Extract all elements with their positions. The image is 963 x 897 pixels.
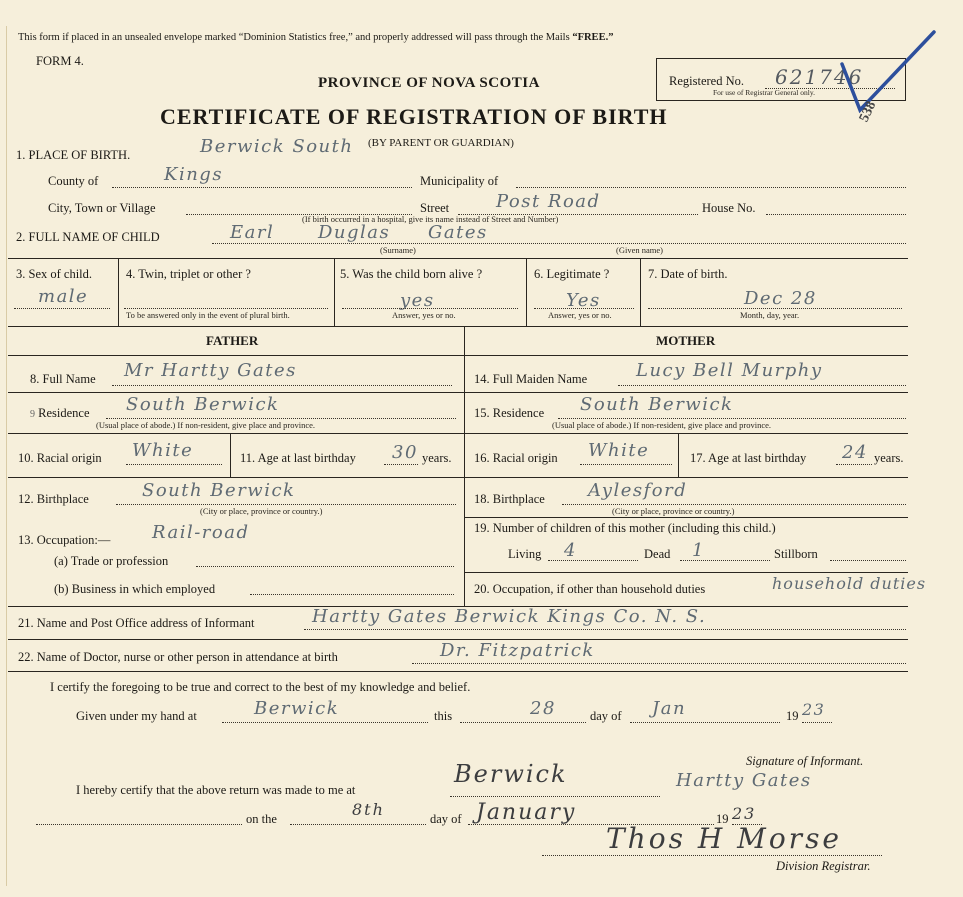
surname-caption: (Surname) bbox=[380, 245, 416, 255]
mother-age-label: 17. Age at last birthday bbox=[690, 451, 807, 465]
informant-line bbox=[304, 629, 906, 630]
row3-divider-2 bbox=[334, 258, 335, 326]
doctor-line bbox=[412, 663, 906, 664]
registrar-day-value: 8th bbox=[352, 800, 385, 819]
father-name-value: Mr Hartty Gates bbox=[124, 360, 297, 381]
informant-signature: Hartty Gates bbox=[676, 770, 812, 791]
municipality-line bbox=[516, 187, 906, 188]
father-occupation-label: 13. Occupation:— bbox=[18, 533, 111, 547]
mother-name-line bbox=[618, 385, 906, 386]
row10-rule bbox=[8, 477, 908, 478]
postal-note bbox=[18, 32, 613, 43]
mother-birthplace-note: (City or place, province or country.) bbox=[612, 506, 735, 516]
father-residence-line bbox=[106, 418, 456, 419]
twin-note: To be answered only in the event of plural birth. bbox=[126, 310, 290, 320]
certificate-subtitle: (BY PARENT OR GUARDIAN) bbox=[368, 137, 514, 149]
legitimate-value: Yes bbox=[566, 290, 601, 311]
registrar-place-line bbox=[450, 796, 660, 797]
father-residence-note: (Usual place of abode.) If non-resident, give place and province. bbox=[96, 420, 316, 430]
registrar-day-of-label: day of bbox=[430, 812, 462, 826]
born-alive-note: Answer, yes or no. bbox=[392, 310, 456, 320]
father-birthplace-line bbox=[116, 504, 456, 505]
place-of-birth-value: Berwick South bbox=[200, 136, 354, 157]
dead-label: Dead bbox=[644, 547, 671, 561]
born-alive-line bbox=[342, 308, 518, 309]
father-race-value: White bbox=[132, 440, 194, 461]
given-day-of-label: day of bbox=[590, 709, 622, 723]
father-name-label: 8. Full Name bbox=[30, 372, 96, 386]
mother-residence-value: South Berwick bbox=[580, 394, 734, 415]
mother-years: years. bbox=[874, 451, 904, 465]
postal-free-text: “FREE.” bbox=[572, 32, 614, 43]
date-of-birth-label: 7. Date of birth. bbox=[648, 267, 728, 281]
child-surname-value: Gates bbox=[428, 222, 488, 243]
mother-occupation-value: household duties bbox=[772, 574, 927, 593]
father-age-label: 11. Age at last birthday bbox=[240, 451, 356, 465]
child-given-value: Earl bbox=[230, 222, 275, 243]
child-middle-value: Duglas bbox=[318, 222, 391, 243]
registrar-year-prefix: 19 bbox=[716, 812, 729, 826]
mother-name-label: 14. Full Maiden Name bbox=[474, 372, 588, 386]
city-label: City, Town or Village bbox=[48, 201, 156, 215]
parents-divider bbox=[464, 326, 465, 606]
given-year-line bbox=[802, 722, 832, 723]
father-business-line bbox=[250, 594, 454, 595]
informant-label: 21. Name and Post Office address of Informant bbox=[18, 616, 255, 630]
province-title: PROVINCE OF NOVA SCOTIA bbox=[318, 75, 540, 91]
municipality-label: Municipality of bbox=[420, 174, 499, 188]
mother-residence-label: 15. Residence bbox=[474, 406, 545, 420]
given-month-value: Jan bbox=[652, 698, 687, 719]
certificate-title: CERTIFICATE OF REGISTRATION OF BIRTH bbox=[160, 104, 668, 129]
mother-occupation-label: 20. Occupation, if other than household duties bbox=[474, 582, 706, 596]
registered-label: Registered No. bbox=[669, 74, 744, 88]
father-birthplace-value: South Berwick bbox=[142, 480, 296, 501]
registrar-month-value: January bbox=[476, 800, 577, 825]
registrar-note: For use of Registrar General only. bbox=[713, 88, 815, 97]
form-number: FORM 4. bbox=[36, 54, 84, 68]
child-name-label: 2. FULL NAME OF CHILD bbox=[16, 230, 160, 244]
legitimate-note: Answer, yes or no. bbox=[548, 310, 612, 320]
living-label: Living bbox=[508, 547, 542, 561]
date-of-birth-value: Dec 28 bbox=[744, 288, 817, 309]
given-year-prefix: 19 bbox=[786, 709, 799, 723]
row3-divider-3 bbox=[526, 258, 527, 326]
father-race-age-divider bbox=[230, 433, 231, 477]
hospital-note: (If birth occurred in a hospital, give its name instead of Street and Number) bbox=[302, 214, 559, 224]
mother-birthplace-label: 18. Birthplace bbox=[474, 492, 545, 506]
mother-race-age-divider bbox=[678, 433, 679, 477]
father-heading: FATHER bbox=[206, 333, 259, 348]
street-label: Street bbox=[420, 201, 450, 215]
blue-checkmark-icon bbox=[830, 28, 940, 138]
row18-rule bbox=[464, 517, 908, 518]
father-residence-value: South Berwick bbox=[126, 394, 280, 415]
row3-divider-4 bbox=[640, 258, 641, 326]
registered-value: 621746 bbox=[775, 65, 864, 89]
given-name-caption: (Given name) bbox=[616, 245, 663, 255]
dead-value: 1 bbox=[692, 540, 705, 561]
mother-heading: MOTHER bbox=[656, 333, 716, 348]
given-place-line bbox=[222, 722, 428, 723]
corner-stamp: 538 bbox=[856, 99, 880, 125]
parents-header-rule bbox=[8, 355, 908, 356]
registrar-blank-line bbox=[36, 824, 242, 825]
row3-top-rule bbox=[8, 258, 908, 259]
row8-rule bbox=[8, 392, 908, 393]
doctor-label: 22. Name of Doctor, nurse or other person in attendance at birth bbox=[18, 650, 338, 664]
mother-name-value: Lucy Bell Murphy bbox=[636, 360, 823, 381]
street-value: Post Road bbox=[496, 191, 601, 212]
mother-birthplace-line bbox=[562, 504, 906, 505]
mother-children-label: 19. Number of children of this mother (including this child.) bbox=[474, 521, 776, 535]
sex-value: male bbox=[38, 286, 89, 307]
sex-line bbox=[14, 308, 110, 309]
informant-signature-caption: Signature of Informant. bbox=[746, 754, 864, 768]
postal-note-text: This form if placed in an unsealed envelope marked “Dominion Statistics free,” and properly addressed will pass through the Mails bbox=[18, 32, 570, 43]
twin-label: 4. Twin, triplet or other ? bbox=[126, 267, 251, 281]
given-year-value: 23 bbox=[802, 700, 826, 719]
date-of-birth-note: Month, day, year. bbox=[740, 310, 800, 320]
county-value: Kings bbox=[164, 164, 224, 185]
father-birthplace-label: 12. Birthplace bbox=[18, 492, 89, 506]
mother-race-value: White bbox=[588, 440, 650, 461]
given-day-line bbox=[460, 722, 586, 723]
registrar-signature-line bbox=[542, 855, 882, 856]
given-month-line bbox=[630, 722, 780, 723]
father-years: years. bbox=[422, 451, 452, 465]
father-trade-label: (a) Trade or profession bbox=[54, 554, 169, 568]
paper-fold-line bbox=[6, 26, 7, 886]
father-birthplace-note: (City or place, province or country.) bbox=[200, 506, 323, 516]
born-alive-value: yes bbox=[400, 290, 435, 311]
mother-age-value: 24 bbox=[842, 442, 868, 463]
born-alive-label: 5. Was the child born alive ? bbox=[340, 267, 483, 281]
registrar-on-the-label: on the bbox=[246, 812, 277, 826]
dead-line bbox=[680, 560, 770, 561]
given-day-value: 28 bbox=[530, 698, 556, 719]
registrar-day-line bbox=[290, 824, 426, 825]
registrar-statement: I hereby certify that the above return was made to me at bbox=[76, 783, 356, 797]
registrar-signature: Thos H Morse bbox=[606, 822, 843, 855]
stillborn-line bbox=[830, 560, 906, 561]
father-residence-label-text: Residence bbox=[38, 406, 90, 420]
child-name-line bbox=[212, 243, 906, 244]
father-residence-label: 9 Residence bbox=[30, 406, 90, 420]
legitimate-line bbox=[534, 308, 634, 309]
father-business-label: (b) Business in which employed bbox=[54, 582, 216, 596]
registrar-place-value: Berwick bbox=[454, 760, 568, 788]
living-value: 4 bbox=[564, 540, 577, 561]
given-place-value: Berwick bbox=[254, 698, 340, 719]
row3-divider-1 bbox=[118, 258, 119, 326]
father-race-label: 10. Racial origin bbox=[18, 451, 102, 465]
mother-birthplace-value: Aylesford bbox=[588, 480, 688, 501]
stillborn-label: Stillborn bbox=[774, 547, 818, 561]
sex-label: 3. Sex of child. bbox=[16, 267, 93, 281]
given-under-label: Given under my hand at bbox=[76, 709, 197, 723]
informant-value: Hartty Gates Berwick Kings Co. N. S. bbox=[312, 606, 707, 627]
father-trade-line bbox=[196, 566, 454, 567]
county-label: County of bbox=[48, 174, 99, 188]
registrar-year-value: 23 bbox=[732, 804, 757, 823]
house-line bbox=[766, 214, 906, 215]
legitimate-label: 6. Legitimate ? bbox=[534, 267, 610, 281]
certify-statement: I certify the foregoing to be true and correct to the best of my knowledge and belief. bbox=[50, 680, 471, 694]
father-occupation-value: Rail-road bbox=[152, 522, 250, 543]
row3-bottom-rule bbox=[8, 326, 908, 327]
registrar-caption: Division Registrar. bbox=[776, 859, 871, 873]
county-line bbox=[112, 187, 412, 188]
mother-race-line bbox=[580, 464, 672, 465]
mother-race-label: 16. Racial origin bbox=[474, 451, 558, 465]
place-of-birth-label: 1. PLACE OF BIRTH. bbox=[16, 148, 131, 162]
father-age-line bbox=[384, 464, 418, 465]
row9-rule bbox=[8, 433, 908, 434]
living-line bbox=[548, 560, 638, 561]
father-name-line bbox=[112, 385, 452, 386]
father-age-value: 30 bbox=[392, 442, 418, 463]
house-label: House No. bbox=[702, 201, 756, 215]
doctor-rule bbox=[8, 671, 908, 672]
this-label: this bbox=[434, 709, 453, 723]
mother-age-line bbox=[836, 464, 872, 465]
mother-residence-note: (Usual place of abode.) If non-resident, give place and province. bbox=[552, 420, 772, 430]
father-race-line bbox=[126, 464, 222, 465]
twin-line bbox=[124, 308, 328, 309]
doctor-value: Dr. Fitzpatrick bbox=[440, 640, 595, 661]
row19-rule bbox=[464, 572, 908, 573]
mother-residence-line bbox=[558, 418, 906, 419]
date-of-birth-line bbox=[648, 308, 902, 309]
